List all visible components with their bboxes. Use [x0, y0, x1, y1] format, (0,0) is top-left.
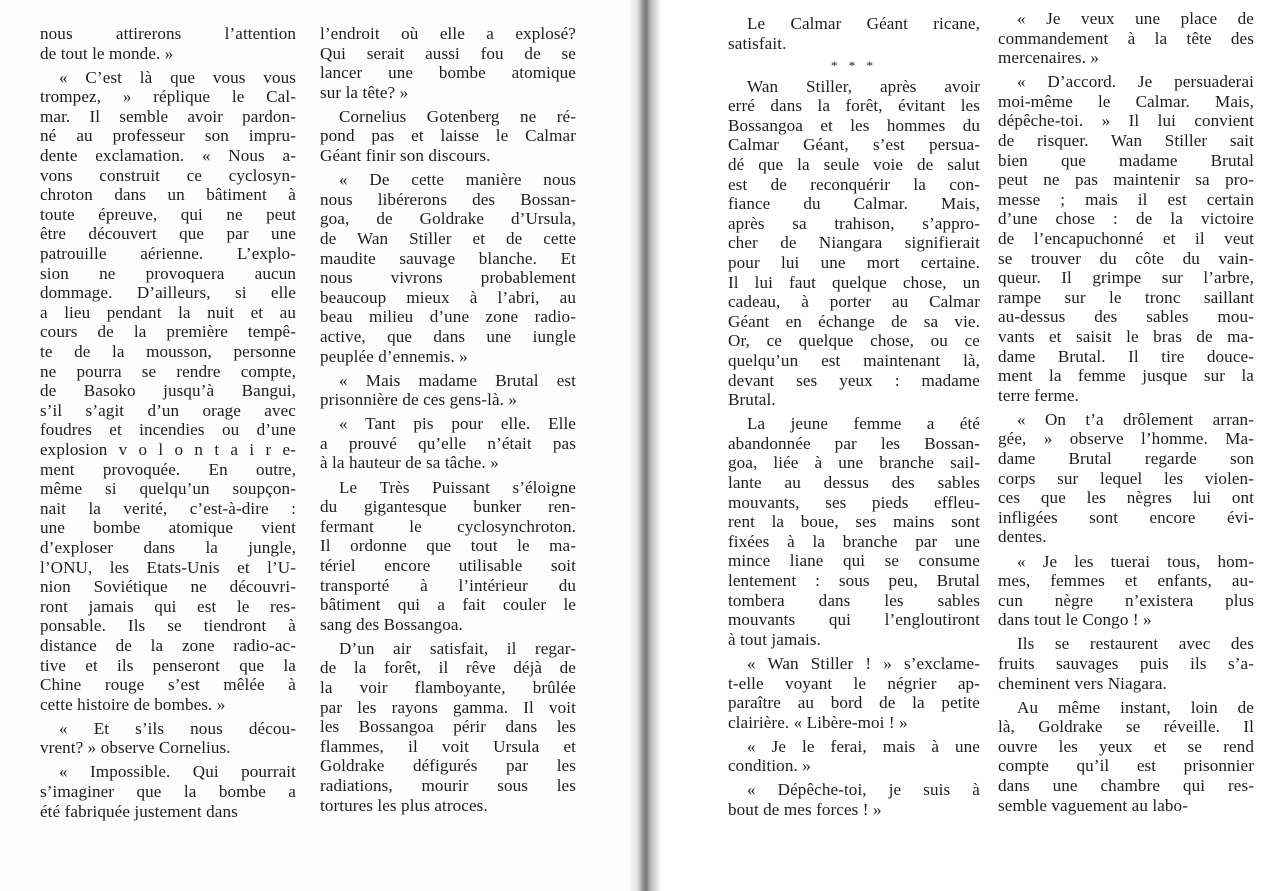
text-line: tive et ils penseront que la: [40, 655, 296, 675]
text-line: de Wan Stiller et de cette: [320, 228, 576, 248]
text-line: dentes.: [998, 527, 1047, 547]
text-line: goa, de Goldrake d’Ursula,: [320, 209, 576, 229]
paragraph: [320, 639, 576, 815]
text-line: Le Très Puissant s’éloigne: [339, 477, 576, 497]
text-line: l’endroit où elle a explosé?: [320, 24, 576, 43]
text-line: La jeune femme a été: [747, 414, 980, 434]
text-line: prisonnière de ces gens-là. »: [320, 390, 518, 410]
text-line: Géant finir son discours.: [320, 146, 491, 166]
text-line: beaucoup mieux à l’abri, au: [320, 287, 576, 307]
text-line: te de la mousson, personne: [40, 342, 296, 361]
paragraph: [40, 68, 296, 715]
text-line: pond pas et laisse le Calmar: [320, 126, 576, 146]
text-line: Géant en échange de sa vie.: [728, 311, 980, 331]
text-line: Wan Stiller, après avoir: [747, 76, 980, 96]
text-line: nous attirerons l’attention: [40, 24, 296, 43]
text-line: abandonnée par les Bossan-: [728, 433, 980, 453]
text-line: mouvants qui l’engloutiront: [728, 610, 980, 630]
paragraph: [728, 14, 980, 53]
paragraph: [320, 107, 576, 166]
text-line: ne pourra se rendre compte,: [40, 361, 296, 381]
text-line: « Je le ferai, mais à une: [747, 736, 980, 756]
text-line: beau milieu d’une zone radio-: [320, 307, 576, 327]
text-line: devant ses yeux : madame: [728, 370, 980, 390]
paragraph: [728, 77, 980, 410]
text-line: ment provoquée. En outre,: [40, 459, 296, 479]
text-line: infligées sont encore évi-: [998, 507, 1254, 527]
text-line: de la forêt, il rêve déjà de: [320, 658, 576, 678]
text-line: fruits sauvages puis ils s’a-: [998, 654, 1254, 673]
paragraph: [320, 371, 576, 410]
text-line: Il lui faut quelque chose, un: [728, 272, 980, 292]
text-line: la voir flamboyante, brûlée: [320, 678, 576, 697]
text-line: clairière. « Libère-moi ! »: [728, 712, 908, 732]
text-line: été fabriquée justement dans: [40, 801, 238, 821]
text-line: Qui serait aussi fou de se: [320, 43, 576, 63]
paragraph: [40, 719, 296, 758]
text-column-1: [40, 24, 296, 826]
text-line: les Bossangoa périr dans les: [320, 717, 576, 737]
text-line: ouvre les yeux et se rend: [998, 736, 1254, 756]
text-line: bien que madame Brutal: [998, 150, 1254, 170]
text-line: nion Soviétique ne découvri-: [40, 577, 296, 597]
text-line: tortures les plus atroces.: [320, 795, 488, 815]
text-line: vants et saisit le bras de ma-: [998, 327, 1254, 346]
text-line: Or, ce quelque chose, ou ce: [728, 331, 980, 351]
text-line: mercenaires. »: [998, 48, 1100, 68]
text-line: une bombe atomique vient: [40, 518, 296, 538]
text-line: l’ONU, les Etats-Unis et l’U-: [40, 557, 296, 577]
text-line: fermant le cyclosynchroton.: [320, 516, 576, 536]
text-line: à la hauteur de sa tâche. »: [320, 453, 499, 473]
text-line: ront jamais qui est le res-: [40, 596, 296, 616]
paragraph: [320, 24, 576, 102]
text-line: du gigantesque bunker ren-: [320, 497, 576, 517]
text-line: commandement à la tête des: [998, 28, 1254, 48]
paragraph: [320, 414, 576, 473]
text-line: né au professeur son impru-: [40, 126, 296, 146]
text-line: Au même instant, loin de: [1017, 697, 1254, 717]
text-line: dé que la seule voie de salut: [728, 155, 980, 175]
text-line: D’un air satisfait, il regar-: [339, 638, 576, 658]
text-line: lancer une bombe atomique: [320, 63, 576, 83]
book-spine: [630, 0, 660, 891]
paragraph: [40, 24, 296, 63]
text-line: là, Goldrake se réveille. Il: [998, 717, 1254, 737]
paragraph: [728, 780, 980, 819]
text-line: paraître au bord de la petite: [728, 693, 980, 713]
text-line: rent la boue, ses mains sont: [728, 512, 980, 532]
text-line: s’imaginer que la bombe a: [40, 782, 296, 802]
text-line: mes, femmes et enfants, au-: [998, 571, 1254, 591]
text-line: vons construit ce cyclosyn-: [40, 165, 296, 185]
text-line: Goldrake défigurés par les: [320, 756, 576, 776]
text-line: maudite sauvage blanche. Et: [320, 248, 576, 268]
text-line: sang des Bossangoa.: [320, 614, 463, 634]
text-line: peut ne pas maintenir sa pro-: [998, 170, 1254, 190]
text-line: radiations, mourir sous les: [320, 775, 576, 795]
text-line: lante au dessus des sables: [728, 473, 980, 493]
paragraph: [320, 478, 576, 635]
text-line: goa, liée à une branche sail-: [728, 453, 980, 473]
text-line: après sa trahison, s’appro-: [728, 213, 980, 233]
text-column-4: [998, 9, 1254, 820]
paragraph: [728, 654, 980, 732]
text-line: cadeau, à porter au Calmar: [728, 292, 980, 312]
text-line: « D’accord. Je persuaderai: [1017, 72, 1254, 92]
text-line: trompez, » réplique le Cal-: [40, 87, 296, 107]
text-line: erré dans la forêt, évitant les: [728, 96, 980, 116]
text-line: satisfait.: [728, 33, 787, 53]
text-line: par les rayons gamma. Il voit: [320, 697, 576, 717]
paragraph: [998, 72, 1254, 405]
text-column-2: [320, 24, 576, 820]
text-line: queur. Il grimpe sur l’arbre,: [998, 268, 1254, 288]
text-line: « On t’a drôlement arran-: [1017, 409, 1254, 429]
text-line: Cornelius Gotenberg ne ré-: [339, 106, 576, 126]
text-line: toute épreuve, qui ne peut: [40, 204, 296, 224]
text-line: quelqu’un est maintenant là,: [728, 351, 980, 370]
text-line: mouvants, ses pieds effleu-: [728, 492, 980, 512]
text-line: de tout le monde. »: [40, 43, 174, 63]
text-line: Le Calmar Géant ricane,: [747, 14, 980, 33]
text-line: s’il s’agit d’un orage avec: [40, 400, 296, 420]
text-line: mar. Il semble avoir pardon-: [40, 106, 296, 126]
text-line: nous libérerons des Bossan-: [320, 189, 576, 209]
text-line: est de reconquérir la con-: [728, 174, 980, 194]
text-line: dame Brutal. Il tire douce-: [998, 346, 1254, 366]
text-line: être découvert que par une: [40, 224, 296, 244]
text-line: « Impossible. Qui pourrait: [59, 762, 296, 782]
paragraph: [998, 410, 1254, 547]
text-line: même si quelqu’un soupçon-: [40, 479, 296, 499]
text-line: t-elle voyant le négrier ap-: [728, 673, 980, 693]
text-line: bâtiment qui a fait couler le: [320, 595, 576, 615]
text-line: ces que les nègres lui ont: [998, 488, 1254, 508]
text-line: cette histoire de bombes. »: [40, 694, 226, 714]
text-line: moi-même le Calmar. Mais,: [998, 91, 1254, 111]
text-line: ment la femme jusque sur la: [998, 366, 1254, 386]
text-line: « Je les tuerai tous, hom-: [1017, 551, 1254, 571]
text-line: pour lui une mort certaine.: [728, 253, 980, 273]
text-line: a lieu pendant la nuit et au: [40, 302, 296, 322]
text-line: mince liane qui se consume: [728, 551, 980, 571]
text-line: « C’est là que vous vous: [59, 67, 296, 87]
paragraph: [728, 737, 980, 776]
text-line: nait la verité, c’est-à-dire :: [40, 498, 296, 518]
text-line: sur la tête? »: [320, 82, 409, 102]
text-line: dommage. D’ailleurs, si elle: [40, 283, 296, 303]
paragraph: [728, 414, 980, 649]
text-line: « Et s’ils nous décou-: [59, 718, 296, 738]
text-line: dente exclamation. « Nous a-: [40, 146, 296, 166]
text-line: « Mais madame Brutal est: [339, 370, 576, 390]
text-line: d’exploser dans la jungle,: [40, 537, 296, 557]
text-line: cheminent vers Niagara.: [998, 673, 1167, 693]
left-page: [0, 0, 630, 891]
paragraph: [998, 634, 1254, 693]
right-page: [660, 0, 1280, 891]
text-line: fiance du Calmar. Mais,: [728, 194, 980, 214]
text-line: se trouver du côte du vain-: [998, 248, 1254, 268]
text-line: « Tant pis pour elle. Elle: [339, 414, 576, 434]
text-line: bout de mes forces ! »: [728, 800, 882, 820]
text-line: distance de la zone radio-ac-: [40, 635, 296, 655]
text-line: foudres et incendies ou d’une: [40, 420, 296, 440]
paragraph: [998, 552, 1254, 630]
text-line: Brutal.: [728, 390, 776, 410]
text-line: ponsable. Ils se tiendront à: [40, 616, 296, 636]
paragraph: [40, 762, 296, 821]
text-line: sion ne provoquera aucun: [40, 263, 296, 283]
text-line: gée, » observe l’homme. Ma-: [998, 429, 1254, 449]
text-line: patrouille aérienne. L’explo-: [40, 244, 296, 264]
text-line: semble vaguement au labo-: [998, 795, 1188, 815]
text-line: vrent? » observe Cornelius.: [40, 738, 231, 758]
text-line: condition. »: [728, 756, 811, 776]
text-line: « Je veux une place de: [1017, 9, 1254, 28]
paragraph: [998, 9, 1254, 68]
text-line: « De cette manière nous: [339, 170, 576, 190]
text-line: tombera dans les sables: [728, 590, 980, 610]
text-line: fixées à la branche par une: [728, 531, 980, 551]
text-line: Calmar Géant, s’est persua-: [728, 135, 980, 155]
text-line: Ils se restaurent avec des: [1017, 634, 1254, 654]
text-line: dans une chambre qui res-: [998, 776, 1254, 796]
text-line: chroton dans un bâtiment à: [40, 185, 296, 205]
text-line: nous vivrons probablement: [320, 268, 576, 288]
text-line: Chine rouge s’est mêlée à: [40, 675, 296, 695]
text-line: explosion v o l o n t a i r e-: [40, 439, 296, 459]
text-line: cher de Niangara signifierait: [728, 233, 980, 253]
text-line: « Dépêche-toi, je suis à: [747, 780, 980, 800]
text-line: peuplée d’ennemis. »: [320, 346, 468, 366]
paragraph: [998, 698, 1254, 816]
text-line: d’une chose : de la victoire: [998, 209, 1254, 229]
text-line: tériel encore utilisable soit: [320, 555, 576, 575]
text-line: active, que dans une iungle: [320, 326, 576, 346]
text-line: cun nègre n’existera plus: [998, 590, 1254, 610]
text-line: messe ; mais il est certain: [998, 189, 1254, 209]
text-line: rampe sur le tronc saillant: [998, 287, 1254, 307]
text-line: de risquer. Wan Stiller sait: [998, 131, 1254, 151]
text-line: transporté à l’intérieur du: [320, 575, 576, 595]
text-line: dans tout le Congo ! »: [998, 610, 1152, 630]
text-line: compte qu’il est prisonnier: [998, 756, 1254, 776]
text-line: lentement : sous peu, Brutal: [728, 571, 980, 591]
paragraph: [320, 170, 576, 366]
text-line: au-dessus des sables mou-: [998, 307, 1254, 327]
text-line: « Wan Stiller ! » s’exclame-: [747, 653, 980, 673]
text-line: cours de la première tempê-: [40, 322, 296, 342]
text-line: de l’encapuchonné et il veut: [998, 229, 1254, 249]
text-line: à tout jamais.: [728, 629, 822, 649]
text-line: a prouvé qu’elle n’était pas: [320, 433, 576, 453]
text-line: Il ordonne que tout le ma-: [320, 536, 576, 556]
text-line: de Basoko jusqu’à Bangui,: [40, 381, 296, 401]
section-separator: * * *: [831, 57, 877, 73]
text-line: dame Brutal regarde son: [998, 449, 1254, 469]
text-line: dépêche-toi. » Il lui convient: [998, 111, 1254, 131]
text-line: corps sur lequel les violen-: [998, 468, 1254, 488]
text-line: Bossangoa et les hommes du: [728, 115, 980, 135]
text-line: flammes, il voit Ursula et: [320, 736, 576, 756]
text-line: terre ferme.: [998, 385, 1079, 405]
text-column-3: [728, 14, 980, 824]
